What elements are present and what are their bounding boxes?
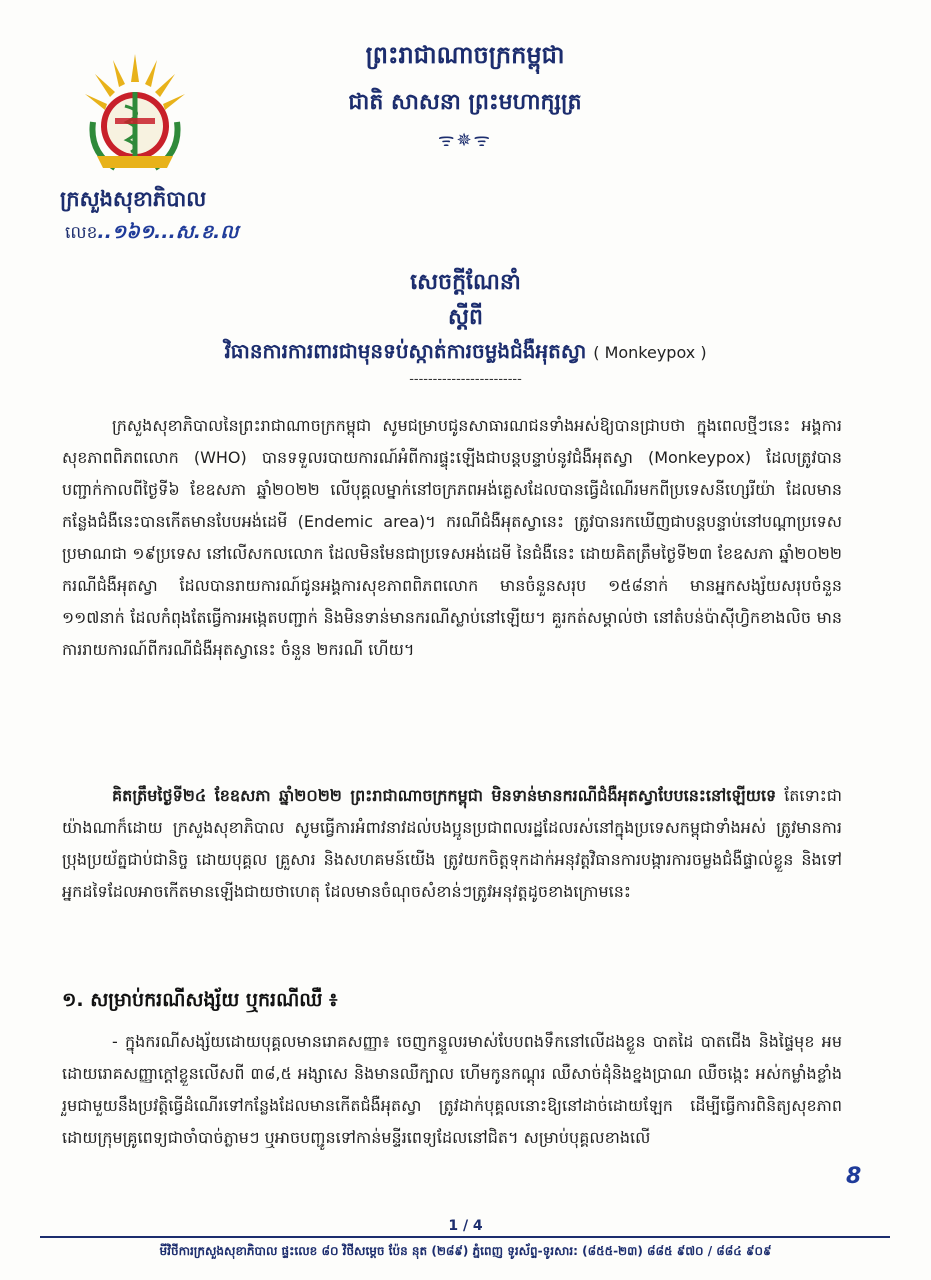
- title-divider: ------------------------: [409, 372, 522, 387]
- footer-divider: [40, 1236, 890, 1238]
- document-title-about: ស្តីពី: [448, 305, 483, 330]
- ornament-divider: ᯤ✵ᯤ: [438, 130, 492, 151]
- document-title: សេចក្តីណែនាំ: [410, 270, 521, 295]
- paragraph-suspected-case: - ក្នុងករណីសង្ស័យដោយបុគ្គលមានរោគសញ្ញា៖ ចេញកន្ទួលរមាស់បែបពងទឹកនៅលើដងខ្លួន បាតដៃ បាតជើង និងផ្ទៃមុខ អមដោយរោគសញ្ញាក្តៅខ្លួនលើសពី ៣៨,៥ អង្សាសេ និងមានឈឺក្បាល ហើមកូនកណ្តុរ ឈឺសាច់ដុំនិងខ្នងប្រាណ ឈឺចង្កេះ អស់កម្លាំងខ្លាំង រួមជាមួយនឹងប្រវត្តិធ្វើដំណើរទៅកន្លែងដែលមានកើតជំងឺអុតស្វា ត្រូវដាក់បុគ្គលនោះឱ្យនៅដាច់ដោយឡែក ដើម្បីធ្វើការពិនិត្យសុខភាពដោយក្រុមគ្រូពេទ្យជាចាំបាច់ភ្លាមៗ ឬអាចបញ្ជូនទៅកាន់មន្ទីរពេទ្យដែលនៅជិត។ សម្រាប់បុគ្គលខាងលើ: [62, 1032, 842, 1147]
- ministry-of-health-emblem-icon: [75, 52, 195, 178]
- paragraph-status-bold: គិតត្រឹមថ្ងៃទី២៤ ខែឧសភា ឆ្នាំ២០២២ ព្រះរាជាណាចក្រកម្ពុជា មិនទាន់មានករណីជំងឺអុតស្វាបែបនេះនៅឡើយទេ: [112, 786, 777, 805]
- section-1-heading: ១. សម្រាប់ករណីសង្ស័យ ឬករណីឈឺ ៖: [62, 989, 338, 1011]
- paragraph-intro: ក្រសួងសុខាភិបាលនៃព្រះរាជាណាចក្រកម្ពុជា សូមជម្រាបជូនសាធារណជនទាំងអស់ឱ្យបានជ្រាបថា ក្នុងពេលថ្មីៗនេះ អង្គការសុខភាពពិភពលោក (WHO) បានទទួលរបាយការណ៍អំពីការផ្ទុះឡើងជាបន្តបន្ទាប់នូវជំងឺអុតស្វា (Monkeypox) ដែលត្រូវបានបញ្ជាក់កាលពីថ្ងៃទី៦ ខែឧសភា ឆ្នាំ២០២២ លើបុគ្គលម្នាក់នៅចក្រភពអង់គ្លេសដែលបានធ្វើដំណើរមកពីប្រទេសនីហ្សេរីយ៉ា ដែលមានកន្លែងជំងឺនេះបានកើតមានបែបអង់ដេមី (Endemic area)។ ករណីជំងឺអុតស្វានេះ ត្រូវបានរកឃើញជាបន្តបន្ទាប់នៅបណ្តាប្រទេសប្រមាណជា ១៩ប្រទេស នៅលើសកលលោក ដែលមិនមែនជាប្រទេសអង់ដេមី នៃជំងឺនេះ ដោយគិតត្រឹមថ្ងៃទី២៣ ខែឧសភា ឆ្នាំ២០២២ ករណីជំងឺអុតស្វា ដែលបានរាយការណ៍ជូនអង្គការសុខភាពពិភពលោក មានចំនួនសរុប ១៥៨នាក់ មានអ្នកសង្ស័យសរុបចំនួន ១១៧នាក់ ដែលកំពុងតែធ្វើការអង្កេតបញ្ជាក់ និងមិនទាន់មានករណីស្លាប់នៅឡើយ។ គួរកត់សម្គាល់ថា នៅតំបន់ប៉ាស៊ីហ្វិកខាងលិច មានការរាយការណ៍ពីករណីជំងឺអុតស្វានេះ ចំនួន ២ករណី ហើយ។: [62, 416, 842, 659]
- reference-prefix: លេខ: [65, 223, 98, 243]
- document-subject-khmer: វិធានការការពារជាមុនទប់ស្កាត់ការចម្លងជំងឺអុតស្វា: [224, 339, 587, 363]
- national-motto: ជាតិ សាសនា ព្រះមហាក្សត្រ: [348, 90, 582, 115]
- page-number: 1 / 4: [448, 1218, 483, 1234]
- kingdom-heading: ព្រះរាជាណាចក្រកម្ពុជា: [365, 41, 565, 69]
- document-subject-latin: ( Monkeypox ): [593, 343, 707, 362]
- reference-handwritten-number: ..១៦១...ស.ខ.ល: [97, 221, 239, 243]
- ministry-name: ក្រសួងសុខាភិបាល: [60, 187, 207, 211]
- reference-number: [65, 220, 238, 248]
- paragraph-status: [62, 780, 842, 908]
- footer-address: មីវិថីការក្រសួងសុខាភិបាល ផ្ទះលេខ ៨០ វិថីសម្ដេច ប៉ែន នុត (២៨៩) ភ្នំពេញ ទូរស័ព្ទ-ទូរសារ: (៨៥៥-២៣) ៨៨៥ ៩៧០ / ៨៨៤ ៩០៩: [159, 1244, 772, 1258]
- handwritten-margin-mark: 8: [846, 1164, 862, 1189]
- paragraph-status-rest: តែទោះជាយ៉ាងណាក៏ដោយ ក្រសួងសុខាភិបាល សូមធ្វើការអំពាវនាវដល់បងប្អូនប្រជាពលរដ្ឋដែលរស់នៅក្នុងប្រទេសកម្ពុជាទាំងអស់ ត្រូវមានការប្រុងប្រយ័ត្នជាប់ជានិច្ច ដោយបុគ្គល គ្រួសារ និងសហគមន៍យើង ត្រូវយកចិត្តទុកដាក់អនុវត្តវិធានការបង្ការការចម្លងជំងឺផ្ទាល់ខ្លួន និងទៅអ្នកដទៃដែលអាចកើតមានឡើងជាយថាហេតុ ដែលមានចំណុចសំខាន់ៗត្រូវអនុវត្តដូចខាងក្រោមនេះ: [62, 786, 843, 901]
- document-subject: [0, 338, 931, 368]
